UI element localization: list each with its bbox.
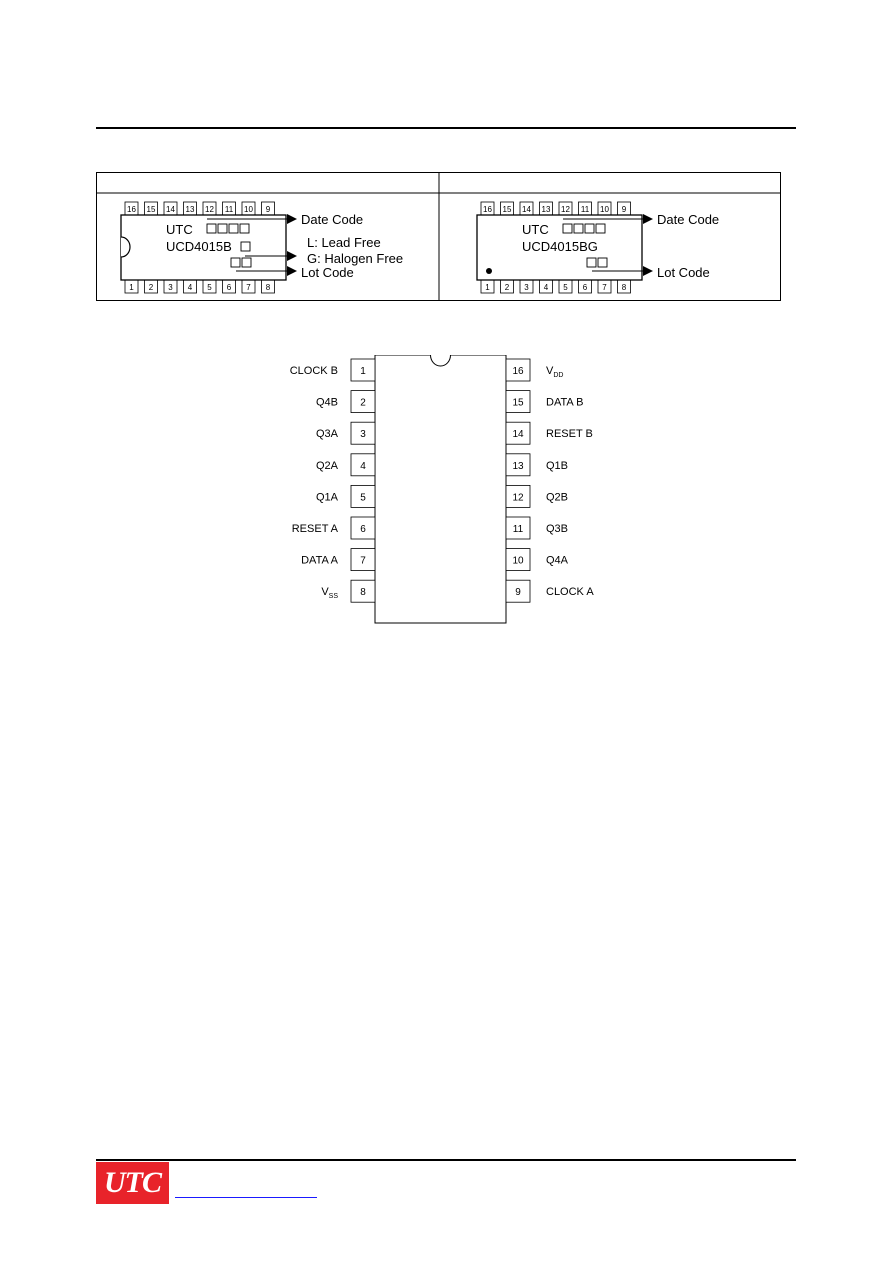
pin-number: 10 [512,555,524,567]
date-code-arrow [287,214,297,224]
pin-number: 16 [512,366,524,377]
pin-name-label: Q4A [546,554,569,567]
ic-body [375,355,506,623]
top-pin-number: 15 [146,205,156,214]
lot-code-arrow [643,266,653,276]
pin-name-label: DATA A [301,554,338,567]
header-rule [96,127,796,129]
top-pin-number: 14 [522,205,531,214]
pin-name-label: Q3A [315,428,338,441]
pin-number: 3 [360,429,366,441]
pin-name-label: Q1B [546,459,569,472]
pin-name-label: $V_{SS}$ [321,586,338,601]
pin-name-label: $V_{DD}$ [546,365,564,379]
pin-name-label: RESET B [546,428,593,441]
top-pin-number: 10 [244,205,253,214]
pin-number: 6 [360,524,366,535]
bottom-pin-number: 7 [246,283,251,292]
top-pin-number: 12 [561,205,570,214]
bottom-pin-number: 2 [148,283,154,292]
pin-number: 5 [360,492,366,504]
marking-brand: UTC [166,222,193,237]
marking-part-number: UCD4015B [166,239,232,254]
bottom-pin-number: 3 [168,283,173,292]
pin-name-label: RESET A [291,523,338,535]
bottom-pin-number: 3 [524,283,529,292]
top-pin-number: 16 [483,205,492,214]
date-code-label: Date Code [657,212,720,227]
pin-number: 4 [360,460,366,472]
pin-number: 14 [512,429,524,441]
pin-name-label: Q2A [315,459,338,472]
pin-name-label: DATA B [546,396,584,409]
bottom-pin-number: 4 [187,283,193,292]
lead-free-label: L: Lead Free [307,235,381,250]
lead-free-arrow [287,251,297,261]
pin-number: 8 [360,587,366,599]
bottom-pin-number: 5 [207,283,212,292]
footer-rule [96,1159,796,1161]
halogen-free-label: G: Halogen Free [307,251,404,266]
top-pin-number: 9 [621,205,627,214]
bottom-pin-number: 8 [621,283,627,292]
top-pin-number: 9 [265,205,271,214]
pin-name-label: CLOCK B [289,365,338,377]
top-pin-number: 15 [502,205,512,214]
bottom-pin-number: 6 [582,283,588,292]
utc-logo [96,1162,169,1204]
marking-right-panel [477,202,719,293]
bottom-pin-number: 2 [504,283,510,292]
top-pin-number: 12 [205,205,214,214]
date-code-label: Date Code [301,212,364,227]
pin-number: 15 [512,397,524,409]
bottom-pin-number: 1 [129,283,134,292]
marking-brand: UTC [522,222,549,237]
bottom-pin-number: 6 [226,283,232,292]
top-pin-number: 16 [127,205,136,214]
date-code-arrow [643,214,653,224]
pin-name-label: Q3B [546,523,569,535]
top-pin-number: 11 [580,205,590,214]
utc-logo-text: UTC [104,1166,161,1199]
pin-number: 7 [360,555,366,567]
bottom-pin-number: 1 [485,283,490,292]
pin-number: 12 [512,492,524,504]
pin-number: 9 [515,587,521,599]
pin-name-label: Q2B [546,491,569,504]
top-pin-number: 11 [224,205,234,214]
top-pin-number: 14 [166,205,175,214]
pin-number: 1 [360,366,366,377]
pin-configuration-diagram [270,355,630,630]
marking-part-number: UCD4015BG [522,239,598,254]
pin-name-label: Q1A [315,491,338,504]
bottom-pin-number: 4 [543,283,549,292]
bottom-pin-number: 8 [265,283,271,292]
pin-number: 11 [512,524,524,535]
pin-number: 2 [360,397,366,409]
marking-left-panel [121,202,403,293]
top-pin-number: 13 [541,205,551,214]
lot-code-arrow [287,266,297,276]
lot-code-label: Lot Code [301,265,354,280]
bottom-pin-number: 7 [602,283,607,292]
top-pin-number: 10 [600,205,609,214]
pin1-dot [486,268,492,274]
pin-number: 13 [512,460,524,472]
bottom-pin-number: 5 [563,283,568,292]
pin-name-label: Q4B [315,396,338,409]
pin-name-label: CLOCK A [546,586,594,599]
lot-code-label: Lot Code [657,265,710,280]
top-pin-number: 13 [185,205,195,214]
website-link[interactable] [175,1196,317,1198]
marking-table [96,172,782,302]
